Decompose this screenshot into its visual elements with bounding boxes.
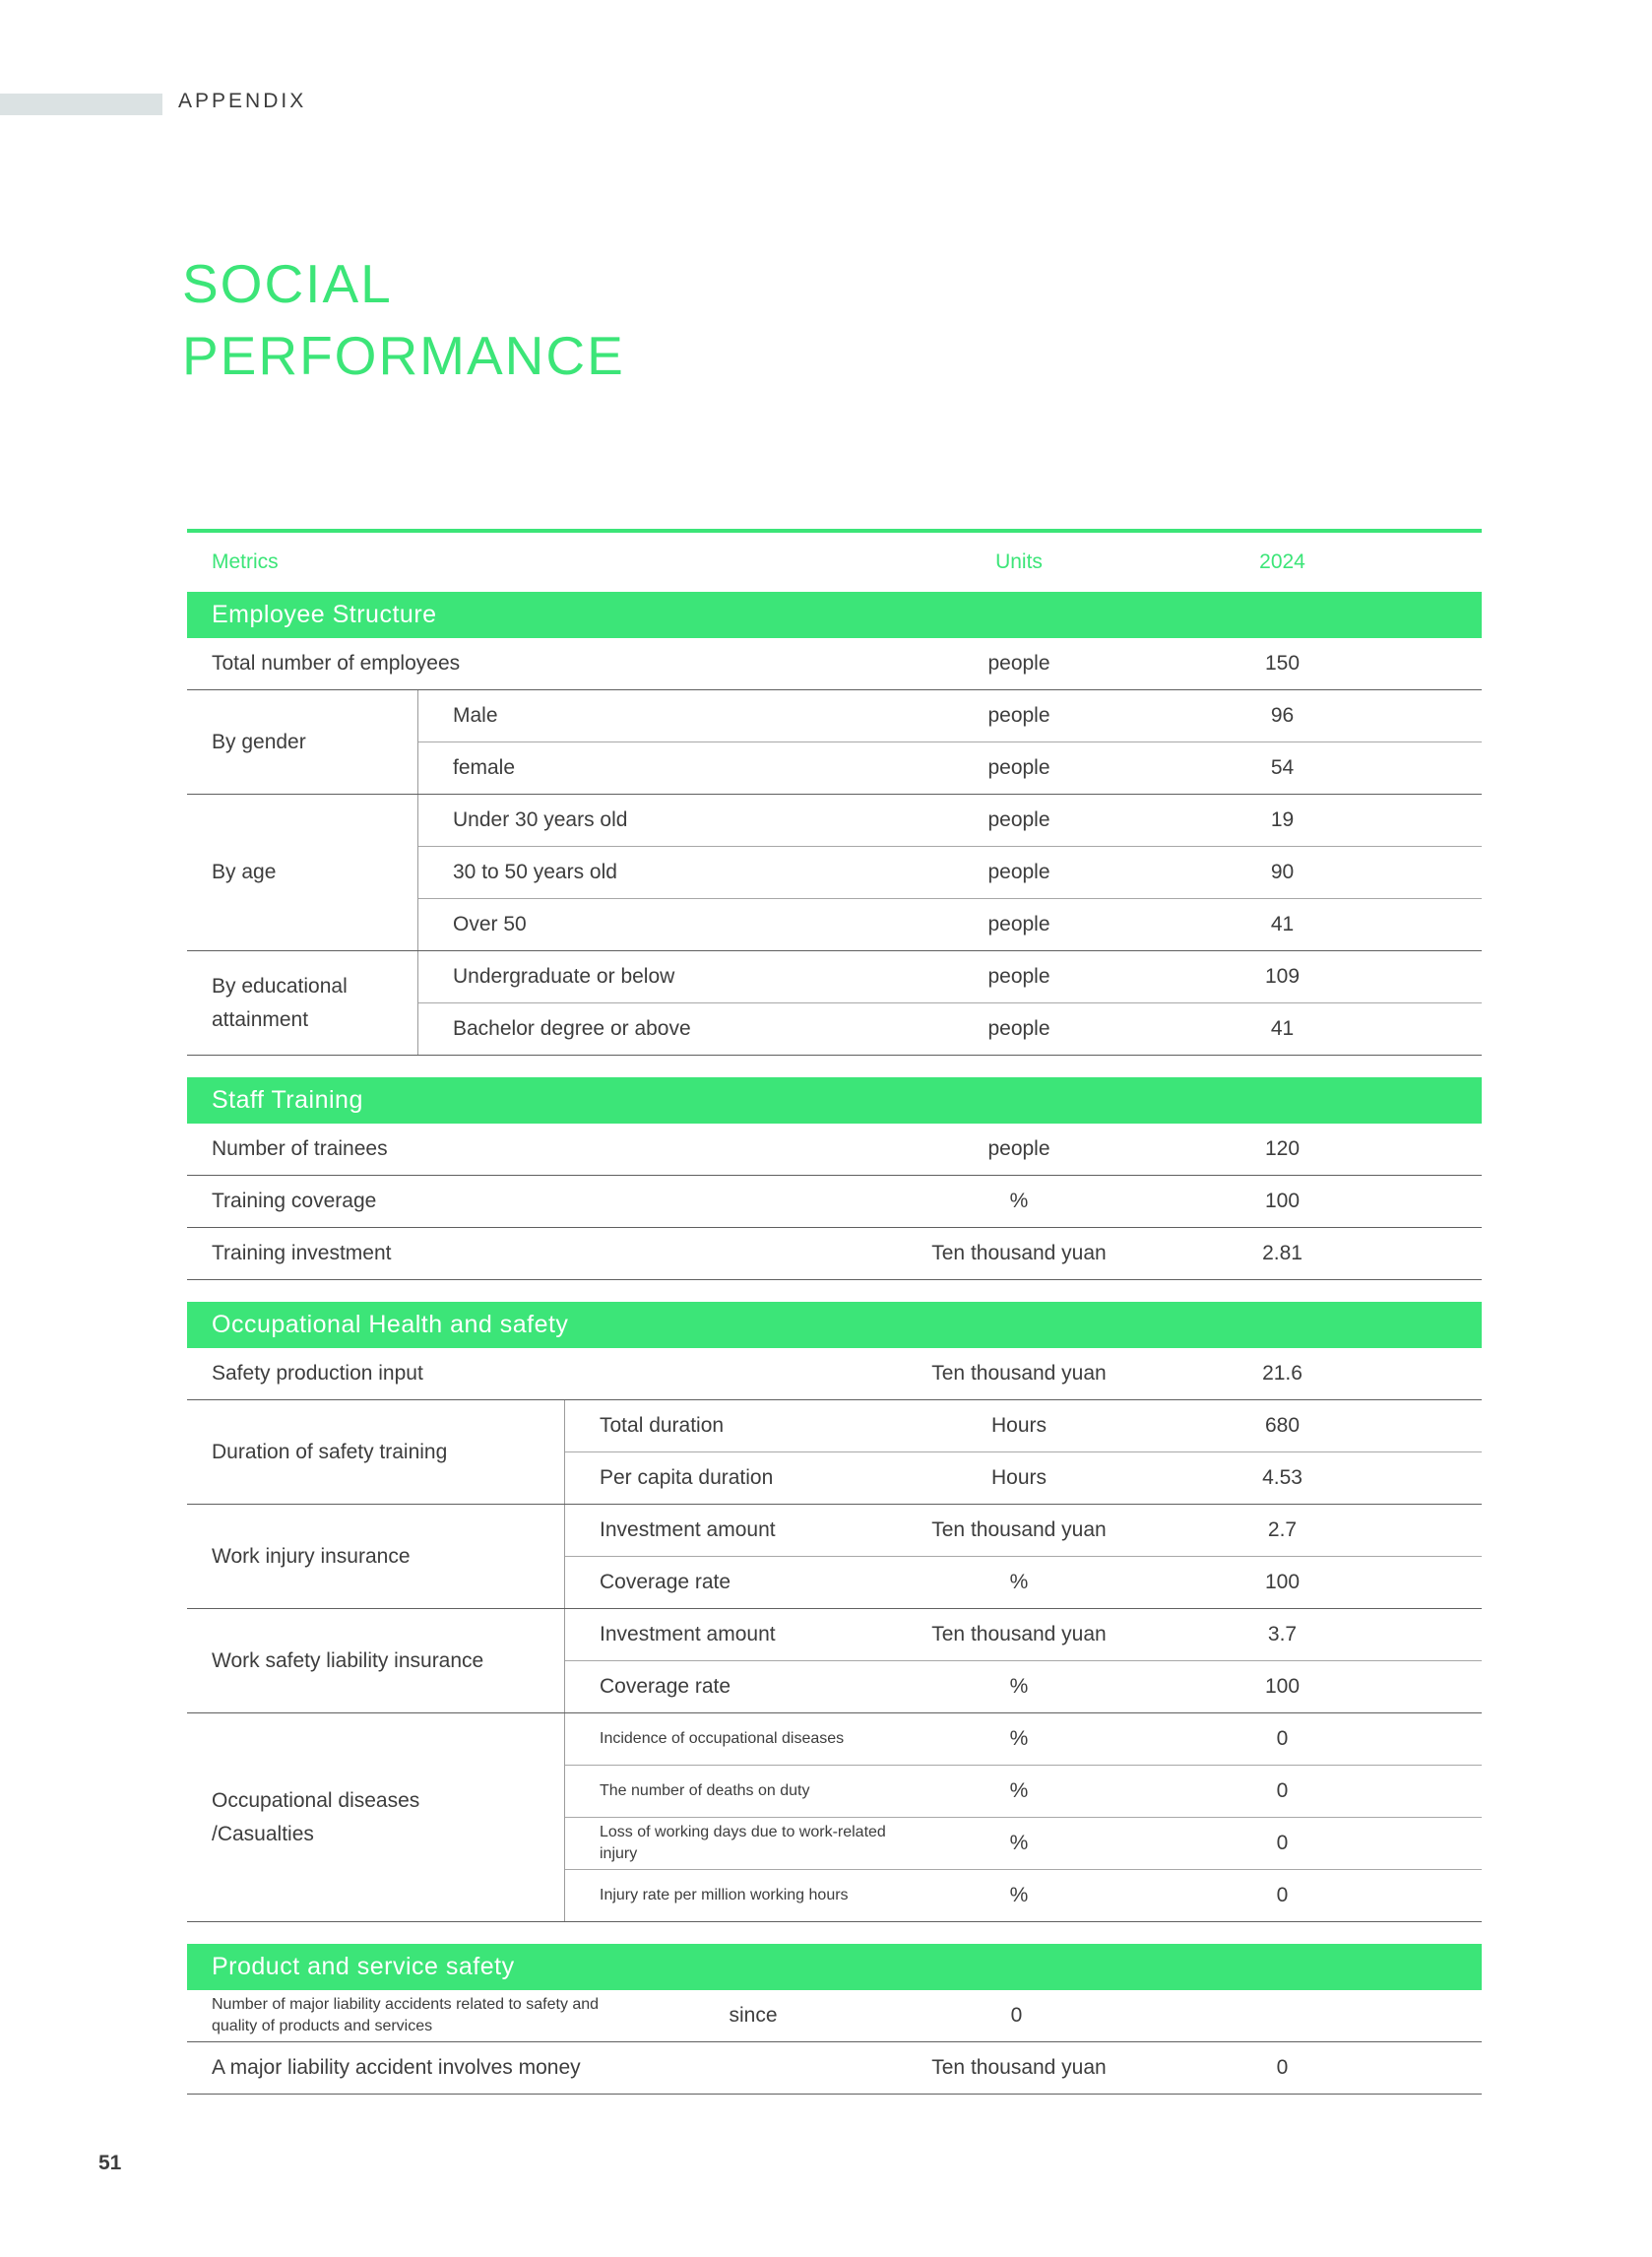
value-cell: 0 xyxy=(1276,1884,1289,1906)
table-row xyxy=(418,847,1482,899)
group-label: Work injury insurance xyxy=(187,1505,565,1608)
unit-cell: % xyxy=(1009,1832,1029,1854)
unit-cell: people xyxy=(987,861,1050,883)
section-bar-employee-structure: Employee Structure xyxy=(187,592,1482,638)
unit-cell: Ten thousand yuan xyxy=(931,1242,1107,1264)
table-row xyxy=(565,1505,1482,1557)
metric-cell: 30 to 50 years old xyxy=(453,861,617,883)
table-row xyxy=(187,1348,1482,1400)
table-row xyxy=(418,951,1482,1003)
metric-cell: Total duration xyxy=(600,1414,725,1437)
group-work-safety-liability-insurance xyxy=(187,1609,1482,1713)
metric-cell: A major liability accident involves money xyxy=(212,2056,581,2079)
value-cell: 0 xyxy=(1276,1779,1289,1802)
unit-cell: people xyxy=(987,1017,1050,1040)
table-header-row xyxy=(187,529,1482,592)
value-cell: 0 xyxy=(1276,1727,1289,1750)
value-cell: 54 xyxy=(1270,756,1295,779)
table-row xyxy=(418,899,1482,950)
metric-cell: Coverage rate xyxy=(600,1571,731,1593)
group-label-line2: /Casualties xyxy=(212,1822,314,1845)
page-number: 51 xyxy=(98,2152,122,2174)
metric-cell: Total number of employees xyxy=(212,652,461,675)
metric-cell: Safety production input xyxy=(212,1362,423,1385)
value-cell: 2.7 xyxy=(1267,1518,1298,1541)
group-label xyxy=(187,1713,565,1921)
table-row xyxy=(187,1990,1482,2042)
table-row xyxy=(418,742,1482,794)
unit-cell: % xyxy=(1009,1190,1029,1212)
metric-cell: Number of trainees xyxy=(212,1137,388,1160)
table-row xyxy=(565,1452,1482,1504)
metric-cell: Coverage rate xyxy=(600,1675,731,1698)
table-row xyxy=(565,1557,1482,1608)
group-by-gender xyxy=(187,690,1482,795)
unit-cell: people xyxy=(987,756,1050,779)
table-row xyxy=(187,1176,1482,1228)
group-label-line1: Occupational diseases xyxy=(212,1788,420,1812)
unit-cell: people xyxy=(987,808,1050,831)
unit-cell: people xyxy=(987,1137,1050,1160)
metric-cell: The number of deaths on duty xyxy=(600,1782,810,1800)
metric-cell: Incidence of occupational diseases xyxy=(600,1730,845,1748)
value-cell: 109 xyxy=(1264,965,1301,988)
unit-cell: Ten thousand yuan xyxy=(931,1518,1107,1541)
appendix-label: APPENDIX xyxy=(178,90,307,112)
table-row xyxy=(565,1713,1482,1766)
header-metrics: Metrics xyxy=(212,550,279,573)
table-row xyxy=(418,690,1482,742)
metric-cell: Loss of working days due to work-related injury xyxy=(600,1824,886,1862)
group-occupational-diseases-casualties xyxy=(187,1713,1482,1922)
section-bar-product-service-safety: Product and service safety xyxy=(187,1944,1482,1990)
unit-cell: % xyxy=(1009,1884,1029,1906)
value-cell: 90 xyxy=(1270,861,1295,883)
group-by-education xyxy=(187,951,1482,1056)
group-work-injury-insurance xyxy=(187,1505,1482,1609)
table-row xyxy=(418,1003,1482,1055)
table-row xyxy=(565,1661,1482,1712)
value-cell: 120 xyxy=(1264,1137,1301,1160)
value-cell: 100 xyxy=(1264,1675,1301,1698)
metric-cell: Investment amount xyxy=(600,1623,776,1645)
value-cell: 96 xyxy=(1270,704,1295,727)
metric-cell: Injury rate per million working hours xyxy=(600,1887,849,1904)
value-cell: 0 xyxy=(1276,1832,1289,1854)
page-title xyxy=(182,248,625,392)
unit-cell: since xyxy=(729,2004,778,2027)
metric-cell: Male xyxy=(453,704,498,727)
value-cell: 41 xyxy=(1270,913,1295,935)
group-label: By gender xyxy=(187,690,418,794)
page-title-line2: PERFORMANCE xyxy=(182,325,625,386)
metric-cell: Bachelor degree or above xyxy=(453,1017,691,1040)
unit-cell: Ten thousand yuan xyxy=(931,1362,1107,1385)
unit-cell: Hours xyxy=(990,1414,1048,1437)
metric-cell: Training coverage xyxy=(212,1190,377,1212)
header-units: Units xyxy=(995,550,1043,573)
header-year: 2024 xyxy=(1259,550,1305,573)
unit-cell: % xyxy=(1009,1779,1029,1802)
unit-cell: people xyxy=(987,913,1050,935)
table-row xyxy=(187,2042,1482,2095)
group-label: Work safety liability insurance xyxy=(187,1609,565,1712)
group-safety-training-duration xyxy=(187,1400,1482,1505)
unit-cell: Ten thousand yuan xyxy=(931,1623,1107,1645)
metric-cell: Training investment xyxy=(212,1242,392,1264)
page-title-line1: SOCIAL xyxy=(182,253,393,314)
table-row xyxy=(565,1400,1482,1452)
table-row xyxy=(187,1124,1482,1176)
metric-cell: female xyxy=(453,756,516,779)
table-row xyxy=(565,1609,1482,1661)
unit-cell: Ten thousand yuan xyxy=(931,2056,1107,2079)
table-row xyxy=(187,1228,1482,1280)
value-cell: 0 xyxy=(1010,2004,1023,2027)
value-cell: 41 xyxy=(1270,1017,1295,1040)
section-bar-occupational-health: Occupational Health and safety xyxy=(187,1302,1482,1348)
unit-cell: Hours xyxy=(990,1466,1048,1489)
value-cell: 4.53 xyxy=(1262,1466,1303,1489)
metric-cell: Undergraduate or below xyxy=(453,965,675,988)
value-cell: 21.6 xyxy=(1262,1362,1303,1385)
unit-cell: % xyxy=(1009,1727,1029,1750)
table-row xyxy=(187,638,1482,690)
table-row xyxy=(565,1870,1482,1921)
metric-cell: Number of major liability accidents related to safety and quality of products and services xyxy=(212,1996,600,2034)
metrics-table xyxy=(187,529,1482,2095)
value-cell: 3.7 xyxy=(1267,1623,1298,1645)
table-row xyxy=(565,1818,1482,1870)
group-label: By educational attainment xyxy=(187,951,418,1055)
metric-cell: Under 30 years old xyxy=(453,808,628,831)
group-label: By age xyxy=(187,795,418,950)
metric-cell: Investment amount xyxy=(600,1518,776,1541)
value-cell: 19 xyxy=(1270,808,1295,831)
table-row xyxy=(418,795,1482,847)
unit-cell: % xyxy=(1009,1675,1029,1698)
appendix-accent-bar xyxy=(0,94,162,115)
value-cell: 150 xyxy=(1264,652,1301,675)
value-cell: 680 xyxy=(1264,1414,1301,1437)
group-label: Duration of safety training xyxy=(187,1400,565,1504)
table-row xyxy=(565,1766,1482,1818)
unit-cell: people xyxy=(987,965,1050,988)
value-cell: 100 xyxy=(1264,1190,1301,1212)
value-cell: 2.81 xyxy=(1262,1242,1303,1264)
unit-cell: % xyxy=(1009,1571,1029,1593)
value-cell: 100 xyxy=(1264,1571,1301,1593)
unit-cell: people xyxy=(987,652,1050,675)
value-cell: 0 xyxy=(1276,2056,1289,2079)
group-by-age xyxy=(187,795,1482,951)
metric-cell: Per capita duration xyxy=(600,1466,774,1489)
metric-cell: Over 50 xyxy=(453,913,527,935)
section-bar-staff-training: Staff Training xyxy=(187,1077,1482,1124)
unit-cell: people xyxy=(987,704,1050,727)
